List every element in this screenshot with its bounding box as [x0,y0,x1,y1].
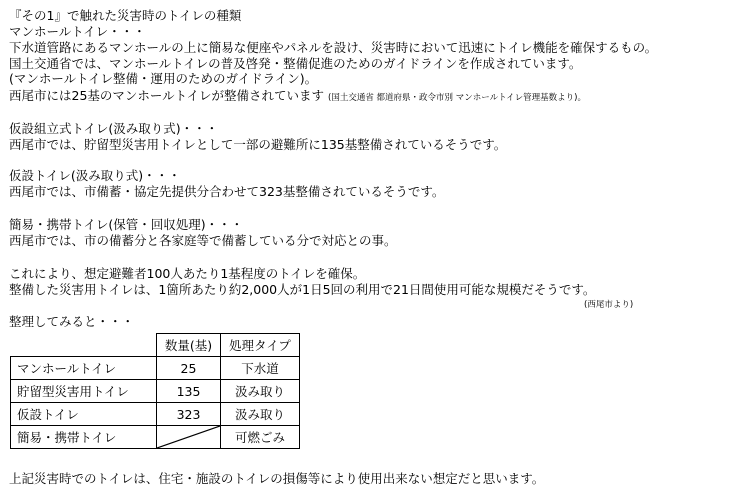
table-cell-count-empty [157,426,221,449]
table-row [11,426,300,449]
table-header-row [11,334,300,357]
table-row [11,380,300,403]
manhole-count-line [9,88,586,106]
manhole-count-text: 西尾市には25基のマンホールトイレが整備されています [9,88,325,103]
table-cell-type: 可燃ごみ [221,426,300,449]
page-title: 『その1』で触れた災害時のトイレの種類 [9,8,242,23]
temporary-description: 西尾市では、市備蓄・協定先提供分合わせて323基整備されているそうです。 [9,184,445,199]
toilet-summary-table [10,333,300,449]
table-cell-count: 135 [157,380,221,403]
table-cell-name: 簡易・携帯トイレ [11,426,157,449]
table-cell-type: 汲み取り [221,380,300,403]
assembly-description: 西尾市では、貯留型災害用トイレとして一部の避難所に135基整備されているそうです。 [9,137,507,152]
portable-heading: 簡易・携帯トイレ(保管・回収処理)・・・ [9,217,244,232]
table-row [11,357,300,380]
table-cell-name: マンホールトイレ [11,357,157,380]
summary-line-1: これにより、想定避難者100人あたり1基程度のトイレを確保。 [9,266,366,281]
temporary-heading: 仮設トイレ(汲み取り式)・・・ [9,168,181,183]
table-intro: 整理してみると・・・ [9,314,135,329]
table-header-count: 数量(基) [157,334,221,357]
table-cell-type: 汲み取り [221,403,300,426]
table-cell-name: 仮設トイレ [11,403,157,426]
manhole-count-source: (国土交通省 都道府県・政令市別 マンホールトイレ管理基数より)。 [328,93,586,103]
table-cell-count: 25 [157,357,221,380]
manhole-guideline-name: (マンホールトイレ整備・運用のためのガイドライン)。 [9,71,318,86]
conclusion-text: 上記災害時でのトイレは、住宅・施設のトイレの損傷等により使用出来ない想定だと思います。 [9,471,545,486]
manhole-description: 下水道管路にあるマンホールの上に簡易な便座やパネルを設け、災害時において迅速にトイレ機能を確保するもの。 [9,40,658,55]
table-cell-type: 下水道 [221,357,300,380]
table-header-blank [11,334,157,357]
manhole-heading: マンホールトイレ・・・ [9,24,146,39]
table-cell-count: 323 [157,403,221,426]
diagonal-slash-icon [157,426,220,448]
summary-source: (西尾市より) [584,300,634,310]
table-cell-name: 貯留型災害用トイレ [11,380,157,403]
table-row [11,403,300,426]
portable-description: 西尾市では、市の備蓄分と各家庭等で備蓄している分で対応との事。 [9,233,397,248]
manhole-guideline: 国土交通省では、マンホールトイレの普及啓発・整備促進のためのガイドラインを作成されています。 [9,56,582,71]
summary-line-2: 整備した災害用トイレは、1箇所あたり約2,000人が1日5回の利用で21日間使用可能な規模だそうです。 [9,282,596,297]
assembly-heading: 仮設組立式トイレ(汲み取り式)・・・ [9,121,219,136]
table-header-type: 処理タイプ [221,334,300,357]
